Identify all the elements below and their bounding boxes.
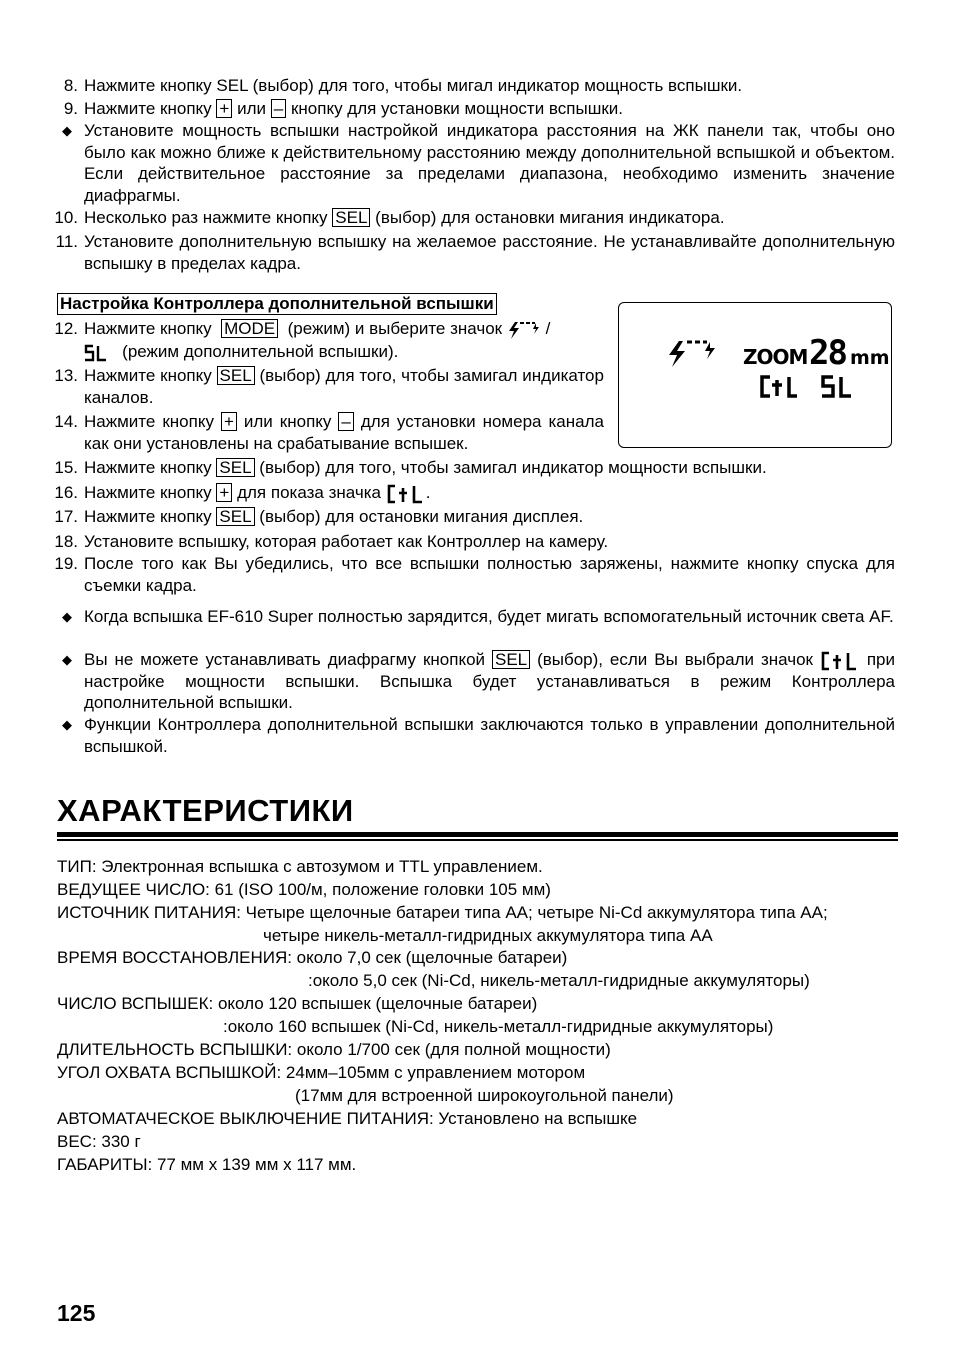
sel-key: SEL [492, 650, 530, 669]
sel-key: SEL [216, 458, 254, 477]
step-number: 10. [54, 208, 78, 227]
step-text-post: для показа значка [237, 483, 381, 502]
sel-key: SEL [216, 507, 254, 526]
spec-line: ТИП: Электронная вспышка с автозумом и TTL управлением. [57, 857, 543, 876]
plus-key: + [216, 483, 232, 502]
step-text-pre: Нажмите кнопку [84, 319, 212, 338]
diamond-bullet-icon: ◆ [62, 609, 72, 624]
zoom-label: ZOOM [743, 345, 808, 369]
period: . [425, 483, 431, 502]
step-text-pre: Нажмите кнопку [84, 507, 212, 526]
diamond-bullet-icon: ◆ [62, 717, 72, 732]
step-number: 19. [54, 554, 78, 573]
step-number: 13. [54, 366, 78, 385]
step-text-mid: или кнопку [243, 412, 332, 431]
step-text-pre: Нажмите кнопку [84, 366, 212, 385]
note-text: Когда вспышка EF-610 Super полностью зарядится, будет мигать вспомогательный источник света AF. [84, 607, 894, 626]
step-number: 18. [54, 532, 78, 551]
ctl-icon [820, 651, 860, 671]
spec-line: (17мм для встроенной широкоугольной панели) [295, 1086, 674, 1105]
note-text-pre: Вы не можете устанавливать диафрагму кнопкой [84, 650, 486, 669]
step-text-post: кнопку для установки мощности вспышки. [290, 99, 623, 118]
step-text: Нажмите кнопку SEL (выбор) для того, чтобы мигал индикатор мощность вспышки. [84, 76, 743, 95]
spec-line: ВЕДУЩЕЕ ЧИСЛО: 61 (ISO 100/м, положение головки 105 мм) [57, 880, 551, 899]
step-number: 17. [54, 507, 78, 526]
note-text: Функции Контроллера дополнительной вспышки заключаются только в управлении дополнительной вспышкой. [84, 715, 895, 756]
step-text-mid: (режим) и выберите значок [287, 319, 503, 338]
note-text-mid: (выбор), если Вы выбрали значок [537, 650, 813, 669]
title-rule-thick [57, 832, 898, 837]
step-number: 14. [54, 412, 78, 431]
spec-line: ВЕС: 330 г [57, 1132, 141, 1151]
spec-line: ДЛИТЕЛЬНОСТЬ ВСПЫШКИ: около 1/700 сек (для полной мощности) [57, 1040, 611, 1059]
ctl-icon [762, 377, 797, 396]
title-rule-thin [57, 839, 898, 841]
ctl-icon [386, 484, 426, 504]
wireless-flash-icon [669, 341, 715, 367]
plus-key: + [216, 99, 232, 118]
section-title: ХАРАКТЕРИСТИКИ [57, 793, 354, 828]
step-number: 15. [54, 458, 78, 477]
step-text [84, 457, 767, 478]
step-text-post: (выбор) для остановки мигания дисплея. [259, 507, 584, 526]
step-text-post: (режим дополнительной вспышки). [122, 342, 399, 361]
step-text-post: (выбор) для остановки мигания индикатора. [375, 208, 725, 227]
step-text [84, 318, 604, 340]
plus-key: + [221, 412, 237, 431]
step-text [84, 98, 623, 119]
step-text-pre: Нажмите кнопку [84, 99, 212, 118]
step-text-pre: Нажмите кнопку [84, 412, 214, 431]
mode-key: MODE [221, 319, 278, 338]
step-text [84, 482, 430, 504]
zoom-value: 28 [809, 333, 846, 373]
step-text-pre: Нажмите кнопку [84, 458, 212, 477]
zoom-unit: mm [850, 347, 890, 369]
note-text: Установите мощность вспышки настройкой индикатора расстояния на ЖК панели так, чтобы оно было как можно ближе к действительному расстоянию между дополнительной вспышкой и объектом. Если действительное расстояние за пределами диапазона, необходимо изменить значение диафрагмы. [84, 121, 895, 205]
step-number: 12. [54, 319, 78, 338]
spec-line: ИСТОЧНИК ПИТАНИЯ: Четыре щелочные батареи типа АА; четыре Ni-Cd аккумулятора типа АА; [57, 903, 828, 922]
step-text-mid: или [237, 99, 267, 118]
minus-key: – [338, 412, 353, 431]
step-text: После того как Вы убедились, что все вспышки полностью заряжены, нажмите кнопку спуска для съемки кадра. [84, 554, 895, 595]
step-text [84, 411, 604, 454]
sl-icon [84, 344, 108, 362]
minus-key: – [271, 99, 286, 118]
section-heading: Настройка Контроллера дополнительной вспышки [57, 293, 497, 315]
step-text-post: для установки номера канала как они установлены на срабатывание вспышек. [84, 412, 604, 453]
spec-line: ВРЕМЯ ВОССТАНОВЛЕНИЯ: около 7,0 сек (щелочные батареи) [57, 948, 568, 967]
sl-icon [822, 377, 851, 396]
spec-line: :около 5,0 сек (Ni-Cd, никель-металл-гидридные аккумуляторы) [308, 971, 810, 990]
step-number: 9. [63, 99, 78, 118]
step-text-post: (выбор) для того, чтобы замигал индикатор каналов. [84, 366, 604, 407]
lcd-panel-illustration [618, 302, 892, 448]
step-text [84, 207, 725, 228]
spec-line: ЧИСЛО ВСПЫШЕК: около 120 вспышек (щелочные батареи) [57, 994, 538, 1013]
step-text: Установите вспышку, которая работает как Контроллер на камеру. [84, 532, 609, 551]
sel-key: SEL [217, 366, 255, 385]
diamond-bullet-icon: ◆ [62, 123, 72, 138]
slash-separator: / [545, 319, 551, 338]
wireless-flash-icon [507, 320, 541, 340]
spec-line: УГОЛ ОХВАТА ВСПЫШКОЙ: 24мм–105мм с управлением мотором [57, 1063, 586, 1082]
step-text [84, 506, 583, 527]
step-text-post: (выбор) для того, чтобы замигал индикатор мощности вспышки. [259, 458, 767, 477]
note-text-post: при настройке мощности вспышки. Вспышка будет устанавливаться в режим Контроллера дополнительной вспышки. [84, 650, 895, 713]
spec-line: четыре никель-металл-гидридных аккумулятора типа АА [263, 926, 713, 945]
note-text [84, 649, 895, 714]
spec-line: :около 160 вспышек (Ni-Cd, никель-металл-гидридные аккумуляторы) [223, 1017, 774, 1036]
sel-key: SEL [332, 208, 370, 227]
step-number: 16. [54, 483, 78, 502]
step-text [84, 365, 604, 408]
spec-line: АВТОМАТАЧЕСКОЕ ВЫКЛЮЧЕНИЕ ПИТАНИЯ: Установлено на вспышке [57, 1109, 638, 1128]
lcd-display [619, 303, 891, 447]
step-text: Установите дополнительную вспышку на желаемое расстояние. Не устанавливайте дополнительную вспышку в пределах кадра. [84, 232, 895, 273]
step-number: 8. [63, 76, 78, 95]
diamond-bullet-icon: ◆ [62, 652, 72, 667]
page-number: 125 [57, 1300, 96, 1326]
step-text-pre: Несколько раз нажмите кнопку [84, 208, 328, 227]
step-number: 11. [55, 232, 78, 251]
step-text-continued [84, 341, 398, 362]
step-text-pre: Нажмите кнопку [84, 483, 212, 502]
spec-line: ГАБАРИТЫ: 77 мм х 139 мм х 117 мм. [57, 1155, 357, 1174]
